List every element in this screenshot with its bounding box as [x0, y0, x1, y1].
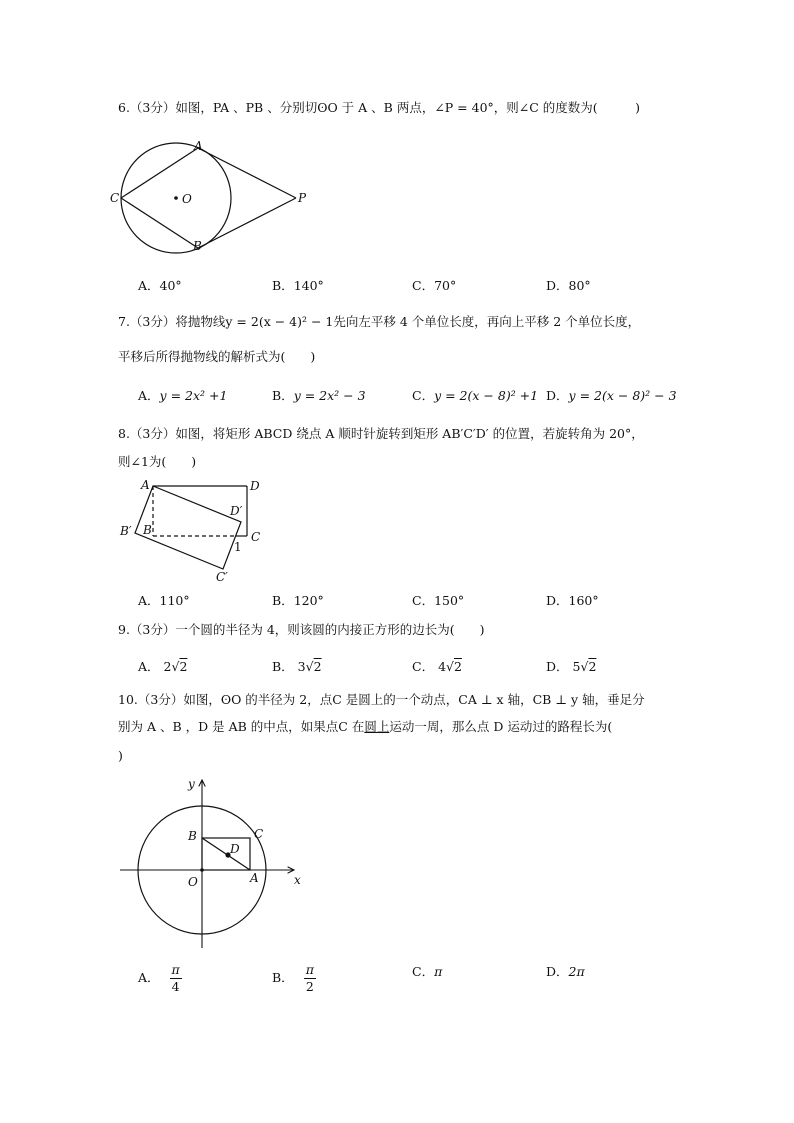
q8-stem-line2: 则∠1为( )	[118, 454, 197, 469]
q8-label-b: B	[143, 523, 152, 537]
q7-options	[138, 386, 698, 406]
q9-option-c[interactable]: C． 4√2	[412, 659, 462, 674]
q8-option-d[interactable]: D．160°	[546, 593, 599, 608]
q6-option-b[interactable]: B．140°	[272, 278, 324, 293]
q10-figure	[116, 774, 306, 954]
q9-option-a[interactable]: A． 2√2	[138, 659, 188, 674]
q7-stem-line2: 平移后所得抛物线的解析式为( )	[118, 349, 316, 364]
q6-center-dot	[174, 196, 178, 200]
q6-label-b: B	[193, 239, 202, 253]
q6-options	[138, 276, 698, 296]
q6-option-d[interactable]: D．80°	[546, 278, 591, 293]
q8-label-angle1: 1	[234, 540, 242, 554]
q7-stem-line1: 7.（3分）将抛物线y = 2(x − 4)² − 1先向左平移 4 个单位长度，再向上平移 2 个单位长度，	[118, 314, 641, 329]
q10-stem-line3: )	[118, 748, 123, 763]
q10-label-c: C	[254, 827, 264, 841]
q8-options	[138, 591, 698, 611]
q6-tangent-pa	[198, 148, 296, 198]
q6-label-o: O	[182, 192, 192, 206]
q8-label-c: C	[251, 530, 261, 544]
q10-origin-dot	[200, 868, 204, 872]
q9-stem: 9.（3分）一个圆的半径为 4，则该圆的内接正方形的边长为( )	[118, 622, 485, 637]
q8-stem-line1: 8.（3分）如图，将矩形 ABCD 绕点 A 顺时针旋转到矩形 AB′C′D′ 的位置，若旋转角为 20°，	[118, 426, 644, 441]
q10-label-o: O	[188, 875, 198, 889]
q10-stem-line1: 10.（3分）如图，ʘO 的半径为 2，点C 是圆上的一个动点，CA ⊥ x 轴，CB ⊥ y 轴，垂足分	[118, 692, 645, 707]
q10-label-y: y	[188, 777, 195, 791]
q10-option-c[interactable]: C．π	[412, 964, 443, 979]
q10-label-a: A	[250, 871, 259, 885]
q10-option-a[interactable]: A． $\frac{\pi}{4}$	[138, 962, 180, 994]
q6-chord-ca	[121, 148, 198, 198]
q10-options	[138, 954, 698, 1000]
q8-label-a: A	[141, 478, 150, 492]
q8-label-b-prime: B′	[120, 524, 132, 538]
q6-option-a[interactable]: A．40°	[138, 278, 182, 293]
q8-option-c[interactable]: C．150°	[412, 593, 465, 608]
q10-stem-line2: 别为 A 、B ，D 是 AB 的中点，如果点C 在圆上运动一周，那么点 D 运动过的路程长为(	[118, 719, 613, 734]
q8-figure	[114, 474, 274, 586]
q7-option-b[interactable]: B．y = 2x² − 3	[272, 388, 366, 403]
q6-label-p: P	[298, 191, 307, 205]
q6-tangent-pb	[198, 198, 296, 248]
q8-label-d-prime: D′	[230, 504, 243, 518]
q10-label-d: D	[230, 842, 240, 856]
q8-option-b[interactable]: B．120°	[272, 593, 324, 608]
q7-option-c[interactable]: C．y = 2(x − 8)² +1	[412, 388, 539, 403]
q10-option-d[interactable]: D．2π	[546, 964, 585, 979]
q6-figure	[110, 138, 320, 254]
q6-label-c: C	[110, 191, 120, 205]
q9-option-d[interactable]: D． 5√2	[546, 659, 597, 674]
q8-label-d: D	[250, 479, 260, 493]
q7-option-d[interactable]: D．y = 2(x − 8)² − 3	[546, 388, 677, 403]
q8-label-c-prime: C′	[216, 570, 228, 584]
q7-option-a[interactable]: A．y = 2x² +1	[138, 388, 228, 403]
q10-label-x: x	[294, 873, 301, 887]
q8-option-a[interactable]: A．110°	[138, 593, 190, 608]
q6-label-a: A	[194, 139, 203, 153]
q9-options	[138, 657, 698, 677]
q6-option-c[interactable]: C．70°	[412, 278, 457, 293]
q10-option-b[interactable]: B． $\frac{\pi}{2}$	[272, 962, 314, 994]
q10-label-b: B	[188, 829, 197, 843]
q9-option-b[interactable]: B． 3√2	[272, 659, 322, 674]
q6-stem: 6.（3分）如图，PA 、PB 、分别切ʘO 于 A 、B 两点，∠P = 40°，则∠C 的度数为( )	[118, 100, 641, 115]
